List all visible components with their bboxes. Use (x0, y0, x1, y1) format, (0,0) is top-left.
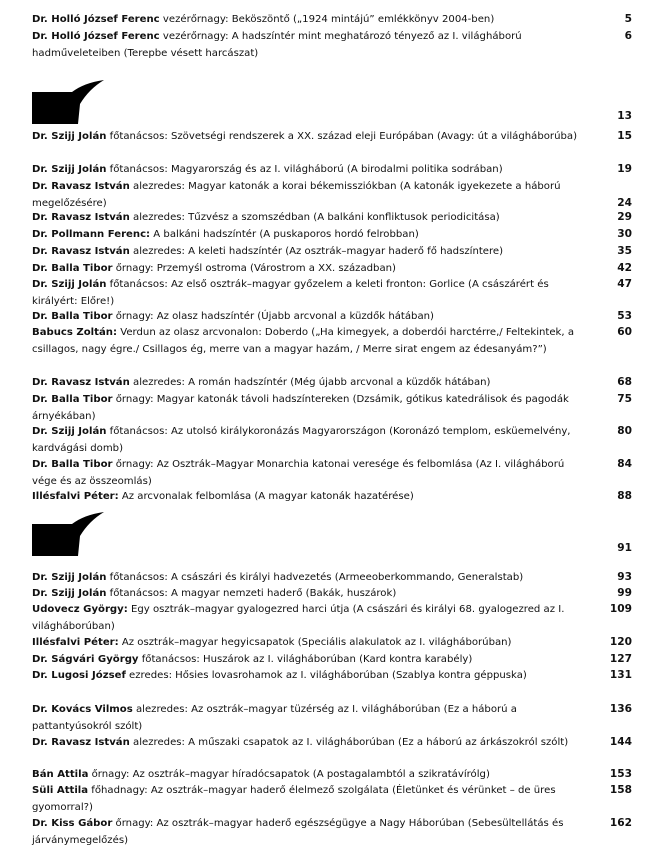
toc-entry[interactable] (32, 815, 632, 849)
section-brushstroke-icon (32, 80, 104, 124)
entry-author: Dr. Holló József Ferenc (32, 31, 160, 42)
entry-title: főtanácsos: Az első osztrák–magyar győzelem a keleti fronton: Gorlice (A császárért és királyért: Előre!) (32, 279, 549, 307)
entry-page-number: 109 (609, 603, 632, 615)
entry-title: őrnagy: Az osztrák–magyar haderő egészségügye a Nagy Háborúban (Sebesültellátás és járványmegelőzés) (32, 818, 564, 846)
toc-entry[interactable] (32, 601, 632, 635)
entry-author: Udovecz György: (32, 604, 128, 615)
toc-entry[interactable] (32, 11, 632, 28)
entry-author: Dr. Holló József Ferenc (32, 14, 160, 25)
toc-entry[interactable] (32, 701, 632, 735)
entry-author: Dr. Ravasz István (32, 246, 130, 257)
entry-author: Dr. Ságvári György (32, 654, 139, 665)
toc-entry[interactable] (32, 569, 632, 586)
toc-entry[interactable] (32, 28, 632, 62)
toc-entry[interactable] (32, 782, 632, 816)
entry-title: főtanácsos: Az utolsó királykoronázás Magyarországon (Koronázó templom, esküemelvény, kardvágási domb) (32, 426, 571, 454)
entry-title: alezredes: A műszaki csapatok az I. világháborúban (Ez a háború az árkászokról szólt) (129, 737, 569, 748)
entry-title: Az osztrák–magyar hegyicsapatok (Speciális alakulatok az I. világháborúban) (118, 637, 512, 648)
toc-entry[interactable] (32, 488, 632, 505)
entry-page-number: 15 (617, 130, 632, 142)
entry-author: Dr. Pollmann Ferenc: (32, 229, 151, 240)
entry-page-number: 158 (609, 784, 632, 796)
section-page-number: 13 (617, 110, 632, 122)
entry-title: Verdun az olasz arcvonalon: Doberdo („Ha kimegyek, a doberdói harctérre,/ Feltekintek, a csillagos, nagy égre./ Csillagos ég, merre van a magyar hazám, / Merre sirat engem az édesanyám?”) (32, 327, 575, 355)
toc-entry[interactable] (32, 667, 632, 684)
entry-author: Dr. Balla Tibor (32, 311, 113, 322)
entry-page-number: 88 (617, 490, 632, 502)
entry-author: Dr. Szijj Jolán (32, 426, 107, 437)
section-header[interactable] (32, 512, 632, 556)
entry-author: Dr. Ravasz István (32, 737, 130, 748)
entry-title: A balkáni hadszíntér (A puskaporos hordó felrobban) (150, 229, 419, 240)
entry-title: őrnagy: Przemyśl ostroma (Várostrom a XX. században) (112, 263, 396, 274)
entry-author: Dr. Ravasz István (32, 181, 130, 192)
entry-author: Dr. Balla Tibor (32, 394, 113, 405)
entry-title: őrnagy: Magyar katonák távoli hadszíntereken (Dzsámik, gótikus katedrálisok és pagodák árnyékában) (32, 394, 569, 422)
entry-author: Süli Attila (32, 785, 89, 796)
toc-entry[interactable] (32, 634, 632, 651)
toc-entry[interactable] (32, 128, 632, 145)
entry-author: Bán Attila (32, 769, 89, 780)
entry-author: Dr. Balla Tibor (32, 459, 113, 470)
entry-title: alezredes: Az osztrák–magyar tüzérség az I. világháborúban (Ez a háború a pattantyúsokról szólt) (32, 704, 517, 732)
entry-page-number: 29 (617, 211, 632, 223)
entry-page-number: 127 (609, 653, 632, 665)
section-brushstroke-icon (32, 512, 104, 556)
entry-title: főtanácsos: Huszárok az I. világháborúban (Kard kontra karabély) (138, 654, 473, 665)
entry-page-number: 80 (617, 425, 632, 437)
toc-entry[interactable] (32, 766, 632, 783)
entry-page-number: 68 (617, 376, 632, 388)
entry-author: Dr. Ravasz István (32, 377, 130, 388)
toc-entry[interactable] (32, 308, 632, 325)
entry-title: vezérőrnagy: Beköszöntő („1924 mintájú” emlékkönyv 2004-ben) (159, 14, 495, 25)
entry-page-number: 162 (609, 817, 632, 829)
entry-page-number: 99 (617, 587, 632, 599)
entry-page-number: 6 (624, 30, 632, 42)
entry-author: Dr. Lugosi József (32, 670, 126, 681)
entry-title: főtanácsos: Szövetségi rendszerek a XX. század eleji Európában (Avagy: út a világháborúba) (106, 131, 578, 142)
entry-page-number: 84 (617, 458, 632, 470)
section-page-number: 91 (617, 542, 632, 554)
entry-title: alezredes: A román hadszíntér (Még újabb arcvonal a küzdők hátában) (129, 377, 491, 388)
entry-page-number: 93 (617, 571, 632, 583)
entry-author: Dr. Szijj Jolán (32, 588, 107, 599)
entry-title: őrnagy: Az Osztrák–Magyar Monarchia katonai veresége és felbomlása (Az I. világháború vége és az összeomlás) (32, 459, 565, 487)
entry-author: Dr. Szijj Jolán (32, 279, 107, 290)
entry-page-number: 53 (617, 310, 632, 322)
toc-entry[interactable] (32, 585, 632, 602)
entry-title: őrnagy: Az osztrák–magyar híradócsapatok (A postagalambtól a szikratávírólg) (88, 769, 490, 780)
entry-page-number: 136 (609, 703, 632, 715)
entry-page-number: 24 (617, 197, 632, 209)
section-header[interactable] (32, 80, 632, 124)
entry-author: Dr. Kiss Gábor (32, 818, 113, 829)
entry-title: főtanácsos: A magyar nemzeti haderő (Bakák, huszárok) (106, 588, 397, 599)
entry-page-number: 35 (617, 245, 632, 257)
entry-author: Dr. Ravasz István (32, 212, 130, 223)
entry-page-number: 30 (617, 228, 632, 240)
toc-entry[interactable] (32, 423, 632, 457)
entry-title: főtanácsos: Magyarország és az I. világháború (A birodalmi politika sodrában) (106, 164, 503, 175)
entry-author: Dr. Kovács Vilmos (32, 704, 133, 715)
entry-author: Dr. Szijj Jolán (32, 164, 107, 175)
entry-title: vezérőrnagy: A hadszíntér mint meghatározó tényező az I. világháború hadműveleteiben (Terepbe vésett harcászat) (32, 31, 522, 59)
toc-entry[interactable] (32, 374, 632, 391)
entry-author: Dr. Szijj Jolán (32, 572, 107, 583)
entry-page-number: 75 (617, 393, 632, 405)
toc-entry[interactable] (32, 276, 632, 310)
entry-page-number: 5 (624, 13, 632, 25)
toc-entry[interactable] (32, 178, 632, 212)
toc-entry[interactable] (32, 391, 632, 425)
entry-title: őrnagy: Az olasz hadszíntér (Újabb arcvonal a küzdők hátában) (112, 311, 434, 322)
toc-entry[interactable] (32, 226, 632, 243)
entry-author: Illésfalvi Péter: (32, 637, 119, 648)
toc-entry[interactable] (32, 209, 632, 226)
entry-title: alezredes: Tűzvész a szomszédban (A balkáni konfliktusok periodicitása) (129, 212, 500, 223)
entry-title: Egy osztrák–magyar gyalogezred harci útja (A császári és királyi 68. gyalogezred az I. világháborúban) (32, 604, 565, 632)
toc-entry[interactable] (32, 734, 632, 751)
entry-title: alezredes: A keleti hadszíntér (Az osztrák–magyar haderő fő hadszíntere) (129, 246, 504, 257)
entry-author: Babucs Zoltán: (32, 327, 117, 338)
entry-author: Dr. Szijj Jolán (32, 131, 107, 142)
entry-title: Az arcvonalak felbomlása (A magyar katonák hazatérése) (118, 491, 414, 502)
entry-page-number: 60 (617, 326, 632, 338)
entry-author: Illésfalvi Péter: (32, 491, 119, 502)
toc-entry[interactable] (32, 243, 632, 260)
toc-entry[interactable] (32, 260, 632, 277)
entry-page-number: 47 (617, 278, 632, 290)
entry-page-number: 144 (609, 736, 632, 748)
entry-title: főtanácsos: A császári és királyi hadvezetés (Armeeoberkommando, Generalstab) (106, 572, 524, 583)
entry-page-number: 42 (617, 262, 632, 274)
entry-page-number: 131 (609, 669, 632, 681)
toc-entry[interactable] (32, 651, 632, 668)
toc-entry[interactable] (32, 456, 632, 490)
entry-title: alezredes: Magyar katonák a korai békemissziókban (A katonák igyekezete a háború megelőzésére) (32, 181, 561, 209)
entry-page-number: 19 (617, 163, 632, 175)
entry-title: ezredes: Hősies lovasrohamok az I. világháborúban (Szablya kontra géppuska) (125, 670, 527, 681)
entry-title: főhadnagy: Az osztrák–magyar haderő élelmező szolgálata (Életünket és vérünket – de üres gyomorral?) (32, 785, 556, 813)
toc-entry[interactable] (32, 161, 632, 178)
entry-author: Dr. Balla Tibor (32, 263, 113, 274)
entry-page-number: 120 (609, 636, 632, 648)
entry-page-number: 153 (609, 768, 632, 780)
toc-entry[interactable] (32, 324, 632, 358)
